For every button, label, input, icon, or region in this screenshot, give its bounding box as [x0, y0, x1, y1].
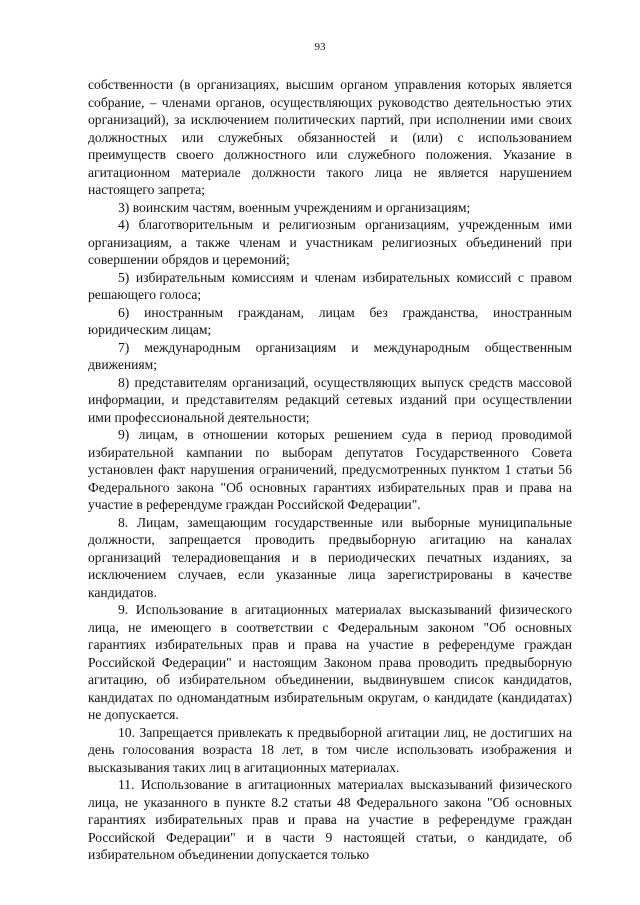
list-item-5: 5) избирательным комиссиям и членам избирательных комиссий с правом решающего голоса; — [88, 269, 572, 302]
list-item-6: 6) иностранным гражданам, лицам без гражданства, иностранным юридическим лицам; — [88, 304, 572, 337]
page-number: 93 — [314, 41, 326, 53]
clause-10: 10. Запрещается привлекать к предвыборной агитации лиц, не достигших на день голосования возраста 18 лет, в том числе использовать изображения и высказывания таких лиц в агитационных материалах. — [88, 724, 572, 775]
list-item-3: 3) воинским частям, военным учреждениям и организациям; — [118, 199, 471, 215]
clause-8: 8. Лицам, замещающим государственные или выборные муниципальные должности, запрещается проводить предвыборную агитацию на каналах организаций телерадиовещания и в периодических печатных изданиях, за исключением случаев, если указанные лица зарегистрированы в качестве кандидатов. — [88, 514, 572, 600]
list-item-7: 7) международным организациям и международным общественным движениям; — [88, 339, 572, 372]
clause-9: 9. Использование в агитационных материалах высказываний физического лица, не имеющего в соответствии с Федеральным законом "Об основных гарантиях избирательных прав и права на участие в референдуме граждан Российской Федерации" и настоящим Законом права проводить предвыборную агитацию, об избирательном объединении, выдвинувшем список кандидатов, кандидатах по одномандатным избирательным округам, о кандидате (кандидатах) не допускается. — [88, 602, 572, 722]
clause-11: 11. Использование в агитационных материалах высказываний физического лица, не указанного в пункте 8.2 статьи 48 Федерального закона "Об основных гарантиях избирательных прав и права на участие в референдуме граждан Российской Федерации" и в части 9 настоящей статьи, о кандидате, об избирательном объединении допускается только — [88, 777, 572, 862]
paragraph-continuation: собственности (в организациях, высшим органом управления которых является собрание, – членами органов, осуществляющих руководство деятельностью этих организаций), за исключением политических партий, при исполнении ими своих должностных или служебных обязанностей и (или) с использованием преимуществ своего должностного или служебного положения. Указание в агитационном материале должности такого лица не является нарушением настоящего запрета; — [88, 77, 572, 197]
document-body — [88, 76, 572, 864]
list-item-4: 4) благотворительным и религиозным организациям, учрежденным ими организациям, а также членам и участникам религиозных объединений при совершении обрядов и церемоний; — [88, 217, 572, 267]
list-item-9: 9) лицам, в отношении которых решением суда в период проводимой избирательной кампании по выборам депутатов Государственного Совета установлен факт нарушения ограничений, предусмотренных пунктом 1 статьи 56 Федерального закона "Об основных гарантиях избирательных прав и права на участие в референдуме граждан Российской Федерации". — [88, 427, 572, 512]
list-item-8: 8) представителям организаций, осуществляющих выпуск средств массовой информации, и представителям редакций сетевых изданий при осуществлении ими профессиональной деятельности; — [88, 374, 572, 425]
